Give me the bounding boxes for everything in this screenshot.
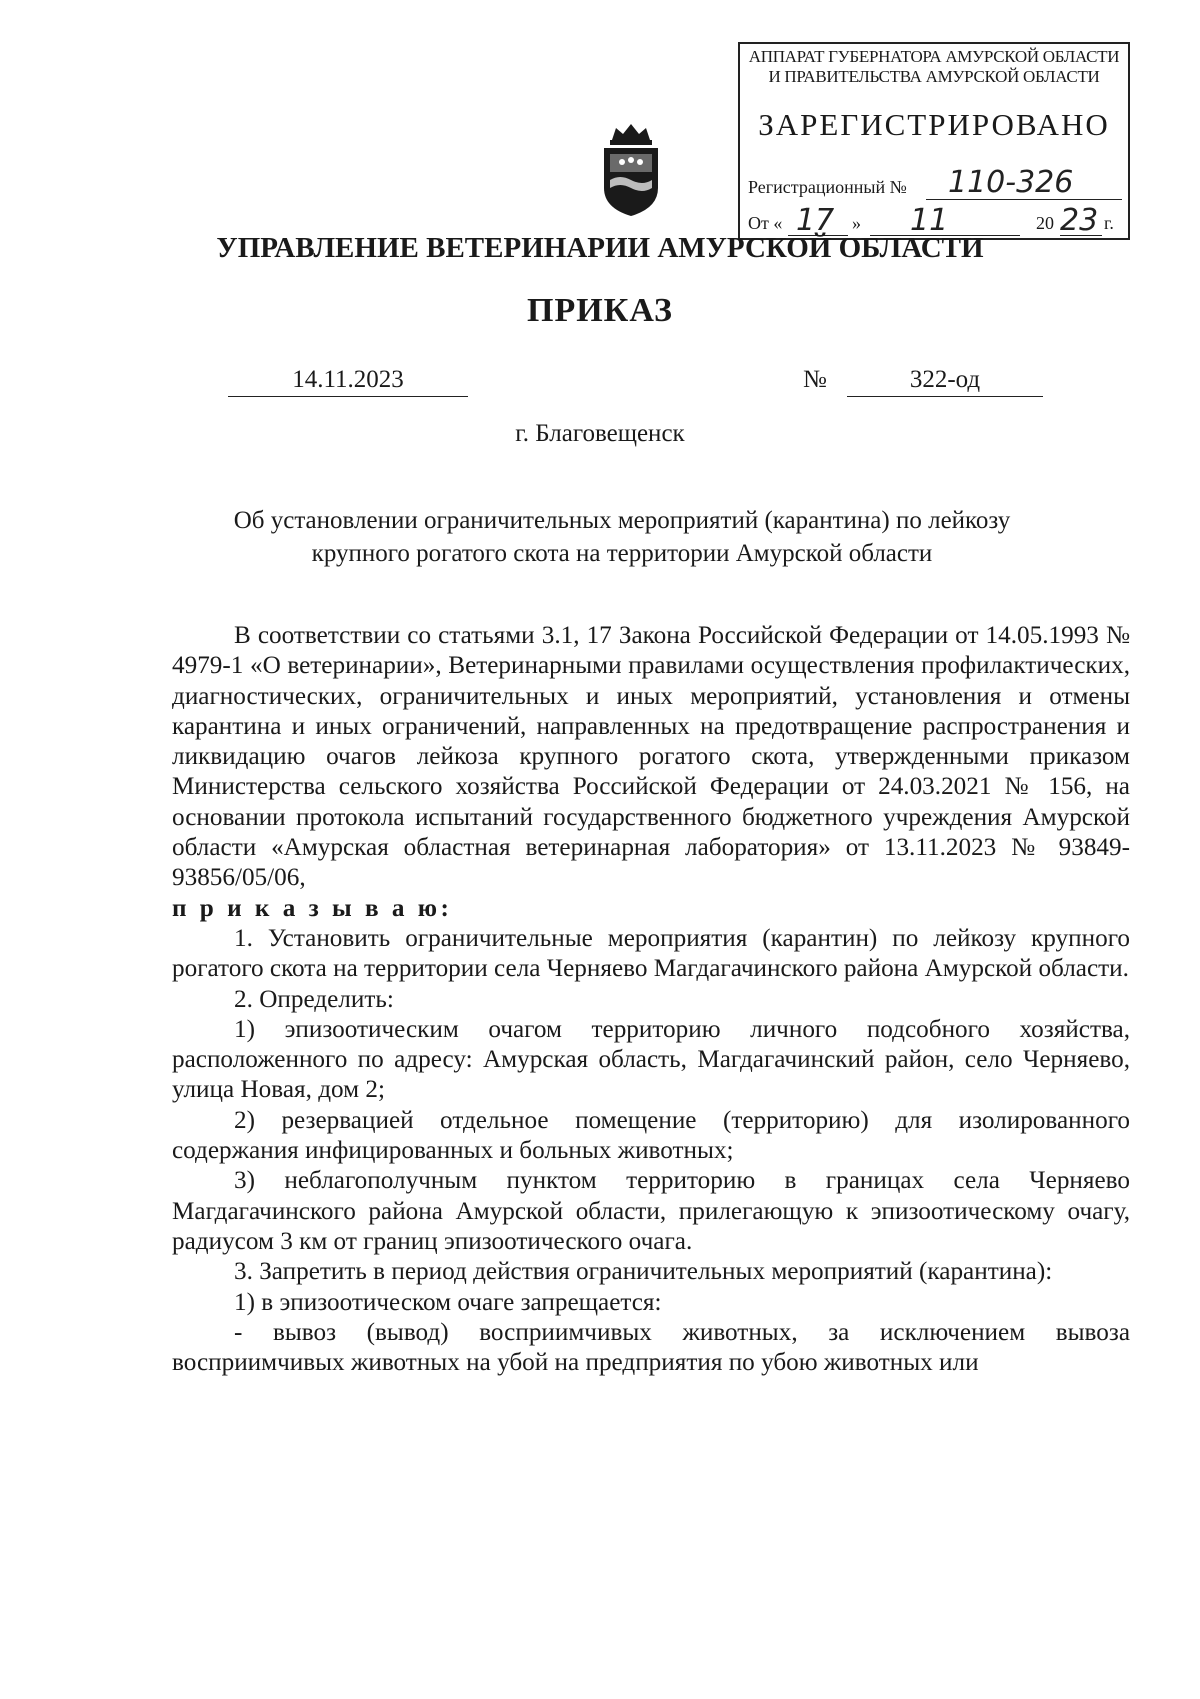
stamp-org-line1: АППАРАТ ГУБЕРНАТОРА АМУРСКОЙ ОБЛАСТИ bbox=[748, 47, 1120, 66]
stamp-organization bbox=[740, 47, 1128, 87]
subject-line2: крупного рогатого скота на территории Амурской области bbox=[311, 540, 933, 567]
stamp-year-unit: г. bbox=[1104, 213, 1114, 233]
stamp-month: 11 bbox=[910, 203, 949, 238]
clause-3-1-a: - вывоз (вывод) восприимчивых животных, за исключением вывоза восприимчивых животных на убой на предприятия по убою животных или bbox=[172, 1318, 1130, 1377]
order-decree-word: п р и к а з ы в а ю: bbox=[172, 894, 453, 922]
subject-line1: Об установлении ограничительных мероприятий (карантина) по лейкозу bbox=[233, 507, 1011, 534]
clause-2: 2. Определить: bbox=[234, 985, 394, 1013]
order-city: г. Благовещенск bbox=[515, 420, 685, 447]
stamp-reg-row bbox=[748, 164, 1122, 200]
order-number: 322-од bbox=[847, 366, 1043, 397]
stamp-day: 17 bbox=[796, 203, 835, 238]
stamp-from-label: От « bbox=[748, 213, 783, 233]
stamp-year-prefix: 20 bbox=[1036, 213, 1054, 233]
clause-3: 3. Запретить в период действия ограничительных мероприятий (карантина): bbox=[234, 1258, 1053, 1286]
stamp-reg-number: 110-326 bbox=[948, 165, 1074, 200]
clause-3-1: 1) в эпизоотическом очаге запрещается: bbox=[234, 1288, 662, 1316]
clause-2-1: 1) эпизоотическим очагом территорию личного подсобного хозяйства, расположенного по адресу: Амурская область, Магдагачинский район, село Черняево, улица Новая, дом 2; bbox=[172, 1015, 1130, 1104]
clause-2-2: 2) резервацией отдельное помещение (территорию) для изолированного содержания инфицированных и больных животных; bbox=[172, 1106, 1130, 1165]
clause-1: 1. Установить ограничительные мероприятия (карантин) по лейкозу крупного рогатого скота на территории села Черняево Магдагачинского района Амурской области. bbox=[172, 924, 1130, 983]
clause-2-3: 3) неблагополучным пунктом территорию в границах села Черняево Магдагачинского района Амурской области, прилегающую к эпизоотическому очагу, радиусом 3 км от границ эпизоотического очага. bbox=[172, 1167, 1130, 1255]
stamp-year-suffix: 23 bbox=[1060, 203, 1099, 238]
preamble-paragraph: В соответствии со статьями 3.1, 17 Закона Российской Федерации от 14.05.1993 № 4979-1 «О ветеринарии», Ветеринарными правилами осуществления профилактических, диагностических, ограничительных и иных мероприятий, установления и отмены карантина и иных ограничений, направленных на предотвращение распространения и ликвидацию очагов лейкоза крупного рогатого скота, утвержденными приказом Министерства сельского хозяйства Российской Федерации от 24.03.2021 № 156, на основании протокола испытаний государственного бюджетного учреждения Амурской области «Амурская областная ветеринарная лаборатория» от 13.11.2023 № 93849-93856/05/06, bbox=[172, 622, 1130, 892]
stamp-org-line2: И ПРАВИТЕЛЬСТВА АМУРСКОЙ ОБЛАСТИ bbox=[768, 67, 1100, 86]
stamp-reg-label: Регистрационный № bbox=[748, 177, 907, 197]
registration-stamp bbox=[738, 42, 1130, 240]
stamp-status: ЗАРЕГИСТРИРОВАНО bbox=[758, 107, 1110, 142]
order-date: 14.11.2023 bbox=[228, 366, 468, 397]
stamp-date-row bbox=[748, 202, 1122, 236]
coat-of-arms-icon bbox=[598, 122, 664, 218]
order-number-label: № bbox=[803, 366, 827, 393]
order-subject bbox=[172, 504, 1072, 570]
order-body bbox=[172, 621, 1130, 1378]
stamp-quote-close: » bbox=[852, 213, 861, 233]
agency-name: УПРАВЛЕНИЕ ВЕТЕРИНАРИИ АМУРСКОЙ ОБЛАСТИ bbox=[216, 232, 984, 264]
document-type: ПРИКАЗ bbox=[527, 292, 673, 329]
